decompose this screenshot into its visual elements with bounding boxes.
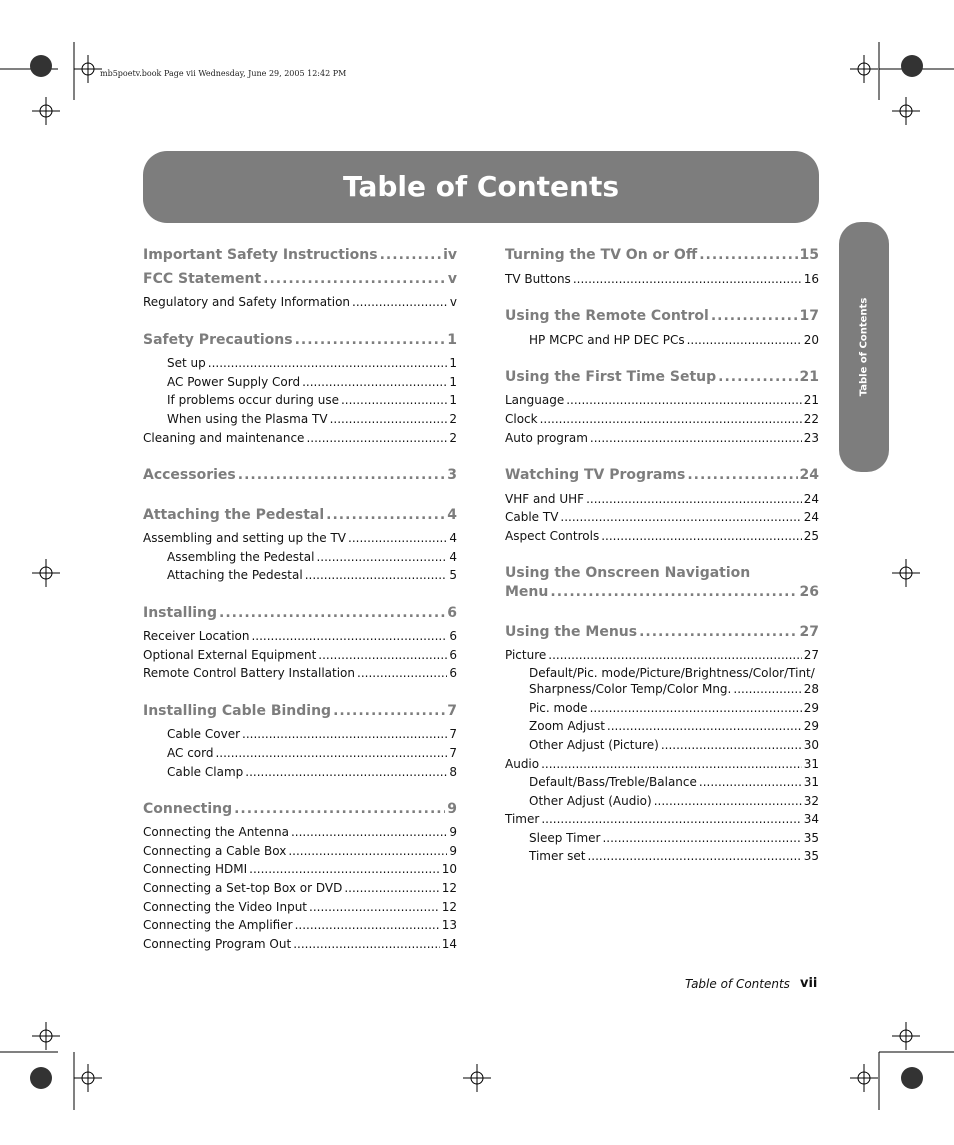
toc-page-number: 31 [803,757,819,771]
toc-entry-title: Clock [505,412,538,426]
registration-mark-icon [32,55,920,1092]
toc-page-number: v [447,271,457,287]
toc-entry-title: Using the Onscreen Navigation [505,565,751,581]
toc-page-number: 2 [449,431,457,445]
toc-page-number: iv [443,247,457,263]
toc-entry-title: Optional External Equipment [143,648,317,662]
toc-page-number: 28 [803,682,819,696]
toc-entry-title: Menu [505,584,549,600]
toc-entry-title: Safety Precautions [143,332,293,348]
toc-page-number: 35 [803,849,819,863]
toc-page-number: 10 [441,862,457,876]
toc-page-number: 24 [799,467,819,483]
toc-page-number: 1 [447,332,457,348]
toc-entry-title: Accessories [143,467,236,483]
toc-entry-title: Other Adjust (Audio) [529,794,652,808]
toc-page-number: 34 [803,812,819,826]
toc-entry-title: Connecting the Video Input [143,900,308,914]
toc-page-number: 9 [447,801,457,817]
toc-page-number: 8 [449,765,457,779]
toc-page-number: 31 [803,775,819,789]
footer-section-label: Table of Contents [685,977,790,991]
toc-entry-title: Cable TV [505,510,559,524]
toc-entry-title: Auto program [505,431,588,445]
toc-entry-title: Default/Pic. mode/Picture/Brightness/Color/Tint/ [529,666,815,680]
toc-entry-title: AC Power Supply Cord [167,375,301,389]
toc-page-number: 6 [449,666,457,680]
toc-page-number: 21 [799,369,819,385]
toc-entry-title: Assembling and setting up the TV [143,531,346,545]
toc-page-number: 12 [441,900,457,914]
toc-page-number: 15 [799,247,819,263]
toc-page-number: 23 [803,431,819,445]
toc-page-number: 24 [803,492,819,506]
toc-page-number: 6 [449,629,457,643]
toc-page-number: 24 [803,510,819,524]
toc-entry-title: Attaching the Pedestal [143,507,325,523]
toc-entry-title: Connecting [143,801,233,817]
toc-entry-title: Audio [505,757,540,771]
toc-page-number: 13 [441,918,457,932]
toc-entry-title: When using the Plasma TV [167,412,328,426]
toc-entry-title: Watching TV Programs [505,467,686,483]
toc-page-number: 4 [449,550,457,564]
toc-page-number: 27 [803,648,819,662]
toc-page-number: 7 [449,727,457,741]
toc-entry-title: Language [505,393,565,407]
toc-entry-title: Assembling the Pedestal [167,550,315,564]
toc-entry-title: Turning the TV On or Off [505,247,698,263]
toc-page-number: 1 [449,393,457,407]
page-title: Table of Contents [342,170,619,203]
toc-page-number: 1 [449,375,457,389]
toc-page-number: 26 [799,584,819,600]
toc-entry-title: VHF and UHF [505,492,585,506]
toc-page-number: 1 [449,356,457,370]
toc-page-number: 4 [447,507,457,523]
toc-page-number: 6 [449,648,457,662]
toc-page-number: 32 [803,794,819,808]
toc-entry-title: TV Buttons [505,272,571,286]
toc-entry-title: Timer [505,812,540,826]
toc-page-number: 14 [441,937,457,951]
toc-entry-title: Sharpness/Color Temp/Color Mng. [529,682,732,696]
toc-page-number: 17 [799,308,819,324]
toc-page-number: 29 [803,719,819,733]
side-tab-label: Table of Contents [858,297,870,397]
toc-entry-title: Pic. mode [529,701,588,715]
toc-entry-title: HP MCPC and HP DEC PCs [529,333,685,347]
toc-entry-title: Default/Bass/Treble/Balance [529,775,697,789]
toc-entry-title: Cable Clamp [167,765,244,779]
toc-entry-title: Other Adjust (Picture) [529,738,659,752]
toc-page-number: v [449,295,457,309]
toc-page-number: 21 [803,393,819,407]
toc-page-number: 12 [441,881,457,895]
toc-entry-title: Connecting a Set-top Box or DVD [143,881,343,895]
toc-entry-title: Remote Control Battery Installation [143,666,355,680]
toc-page-number: 27 [799,624,819,640]
toc-entry-title: Connecting HDMI [143,862,248,876]
toc-entry-title: Timer set [529,849,586,863]
print-header-meta: mb5poetv.book Page vii Wednesday, June 29, 2005 12:42 PM [100,69,347,78]
toc-page-number: 7 [447,703,457,719]
toc-page-number: 35 [803,831,819,845]
toc-page-number: 30 [803,738,819,752]
color-target-icon [30,55,923,1089]
toc-page-number: 2 [449,412,457,426]
toc-page-number: 5 [449,568,457,582]
toc-page-number: 9 [449,825,457,839]
toc-page-number: 6 [447,605,457,621]
toc-entry-title: Cleaning and maintenance [143,431,305,445]
toc-entry-title: Installing [143,605,218,621]
toc-entry-title: Zoom Adjust [529,719,605,733]
toc-entry-title: Connecting Program Out [143,937,292,951]
toc-entry-title: Connecting the Amplifier [143,918,293,932]
toc-entry-title: Receiver Location [143,629,250,643]
toc-entry-title: Picture [505,648,547,662]
toc-page-number: 25 [803,529,819,543]
toc-page-number: 29 [803,701,819,715]
toc-entry-title: Using the Menus [505,624,638,640]
toc-entry-title: Regulatory and Safety Information [143,295,351,309]
toc-entry-title: Connecting the Antenna [143,825,289,839]
toc-entry-title: Attaching the Pedestal [167,568,303,582]
toc-entry-title: Cable Cover [167,727,241,741]
toc-entry-title: Set up [167,356,206,370]
toc-entry-title: Installing Cable Binding [143,703,332,719]
toc-entry-title: Using the Remote Control [505,308,709,324]
toc-entry-title: If problems occur during use [167,393,339,407]
toc-page-number: 3 [447,467,457,483]
footer-page-number: vii [800,976,818,991]
toc-entry-title: Important Safety Instructions [143,247,378,263]
toc-page-number: 22 [803,412,819,426]
toc-page-number: 20 [803,333,819,347]
toc-page-number: 7 [449,746,457,760]
toc-page-number: 16 [803,272,819,286]
toc-entry-title: Connecting a Cable Box [143,844,287,858]
toc-page-number: 9 [449,844,457,858]
toc-entry-title: Aspect Controls [505,529,600,543]
toc-entry-title: AC cord [167,746,214,760]
toc-entry-title: Sleep Timer [529,831,601,845]
toc-entry-title: Using the First Time Setup [505,369,717,385]
toc-entry-title: FCC Statement [143,271,262,287]
toc-page-number: 4 [449,531,457,545]
